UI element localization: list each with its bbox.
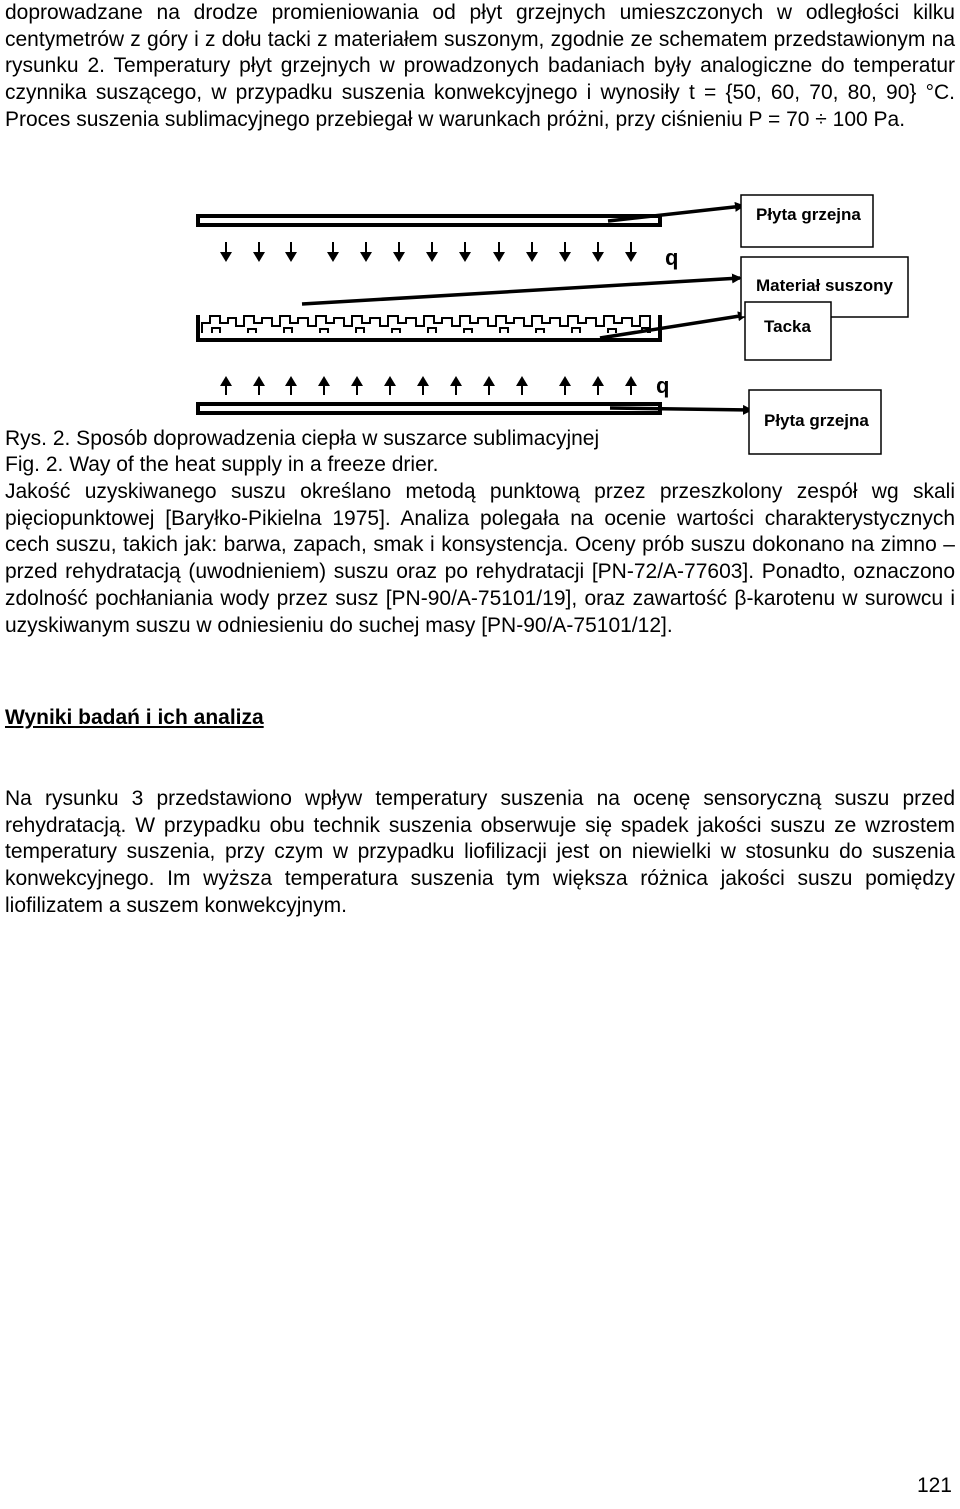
heat-flux-symbol-bottom: q xyxy=(656,373,670,398)
label-tray xyxy=(745,302,831,360)
label-bottom-plate xyxy=(749,390,881,454)
top-heat-arrows xyxy=(220,242,637,262)
bottom-heating-plate xyxy=(198,404,660,413)
heat-flux-symbol-top: q xyxy=(665,245,679,270)
up-arrow-icon xyxy=(351,376,363,395)
up-arrow-icon xyxy=(516,376,528,395)
down-arrow-icon xyxy=(220,242,232,262)
down-arrow-icon xyxy=(360,242,372,262)
up-arrow-icon xyxy=(253,376,265,395)
up-arrow-icon xyxy=(384,376,396,395)
up-arrow-icon xyxy=(592,376,604,395)
up-arrow-icon xyxy=(625,376,637,395)
figure-caption-en: Fig. 2. Way of the heat supply in a freeze drier. xyxy=(5,453,439,476)
up-arrow-icon xyxy=(559,376,571,395)
dried-material xyxy=(202,316,650,333)
up-arrow-icon xyxy=(483,376,495,395)
down-arrow-icon xyxy=(426,242,438,262)
up-arrow-icon xyxy=(450,376,462,395)
svg-text:Materiał suszony: Materiał suszony xyxy=(756,276,893,295)
top-heating-plate xyxy=(198,216,660,225)
down-arrow-icon xyxy=(459,242,471,262)
down-arrow-icon xyxy=(559,242,571,262)
page-number: 121 xyxy=(916,1474,952,1497)
intro-paragraph: doprowadzane na drodze promieniowania od płyt grzejnych umieszczonych w odległości kilku centymetrów z góry i z dołu tacki z materiałem suszonym, zgodnie ze schematem przedstawionym na rysunku 2. Temperatury płyt grzejnych w prowadzonych badaniach były analogiczne do temperatur czynnika suszącego, w przypadku suszenia konwekcyjnego i wynosiły t = {50, 60, 70, 80, 90} °C. Proces suszenia sublimacyjnego przebiegał w warunkach próżni, przy ciśnieniu P = 70 ÷ 100 Pa. xyxy=(5,1,955,131)
svg-text:Tacka: Tacka xyxy=(764,317,811,336)
section-heading: Wyniki badań i ich analiza xyxy=(5,706,264,729)
label-pointers xyxy=(302,206,751,410)
figure-caption-pl: Rys. 2. Sposób doprowadzenia ciepła w suszarce sublimacyjnej xyxy=(5,427,600,450)
bottom-heat-arrows xyxy=(220,376,637,395)
method-paragraph: Jakość uzyskiwanego suszu określano metodą punktową przez przeszkolony zespół wg skali pięciopunktowej [Baryłko-Pikielna 1975]. Analiza polegała na ocenie wartości charakterystycznych cech suszu, takich jak: barwa, zapach, smak i konsystencja. Oceny prób suszu dokonano na zimno – przed rehydratacją (uwodnieniem) suszu oraz po rehydratacji [PN-72/A-77603]. Ponadto, oznaczono zdolność pochłaniania wody przez susz [PN-90/A-75101/19], oraz zawartość β-karotenu w surowcu i uzyskiwanym suszu w odniesieniu do suchej masy [PN-90/A-75101/12]. xyxy=(5,480,955,637)
up-arrow-icon xyxy=(417,376,429,395)
down-arrow-icon xyxy=(285,242,297,262)
label-top-plate xyxy=(741,195,873,247)
down-arrow-icon xyxy=(625,242,637,262)
up-arrow-icon xyxy=(318,376,330,395)
up-arrow-icon xyxy=(220,376,232,395)
svg-text:Płyta grzejna: Płyta grzejna xyxy=(764,411,869,430)
svg-text:Płyta grzejna: Płyta grzejna xyxy=(756,205,861,224)
down-arrow-icon xyxy=(592,242,604,262)
down-arrow-icon xyxy=(526,242,538,262)
results-paragraph: Na rysunku 3 przedstawiono wpływ temperatury suszenia na ocenę sensoryczną suszu przed rehydratacją. W przypadku obu technik suszenia obserwuje się spadek jakości suszu ze wzrostem temperatury suszenia, przy czym w przypadku liofilizacji jest on niewielki w stosunku do suszenia konwekcyjnego. Im wyższa temperatura suszenia tym większa różnica jakości suszu pomiędzy liofilizatem a suszem konwekcyjnym. xyxy=(5,787,955,917)
down-arrow-icon xyxy=(493,242,505,262)
down-arrow-icon xyxy=(253,242,265,262)
freeze-drier-heat-supply-diagram xyxy=(190,190,915,465)
up-arrow-icon xyxy=(285,376,297,395)
down-arrow-icon xyxy=(393,242,405,262)
down-arrow-icon xyxy=(327,242,339,262)
